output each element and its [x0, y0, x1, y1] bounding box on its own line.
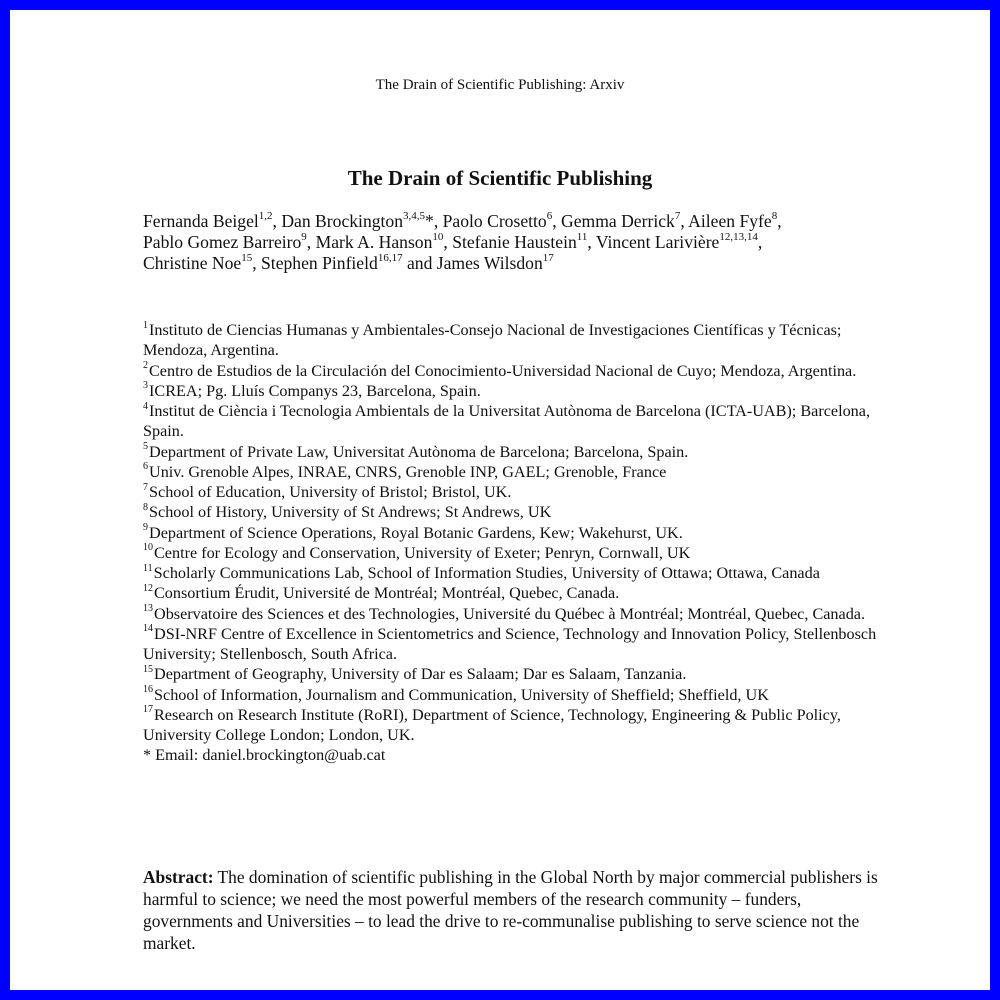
affiliation-text: School of History, University of St Andrews; St Andrews, UK	[149, 503, 552, 522]
affiliation-number: 12	[143, 582, 153, 594]
affiliation-item	[143, 685, 903, 705]
author	[281, 211, 442, 231]
author-affiliation-marker: 17	[542, 252, 554, 265]
author-affiliation-marker: 6	[546, 210, 553, 223]
author-name: Mark A. Hanson	[315, 232, 433, 252]
author-name: Christine Noe	[143, 253, 242, 273]
affiliation-text: Consortium Érudit, Université de Montréal; Montréal, Quebec, Canada.	[154, 584, 620, 603]
author-affiliation-marker: 7	[674, 210, 681, 223]
author	[143, 211, 281, 231]
affiliation-number: 13	[143, 603, 153, 615]
author-affiliation-marker: 10	[432, 231, 444, 244]
affiliation-text: ICREA; Pg. Lluís Companys 23, Barcelona, Spain.	[149, 381, 481, 400]
author-affiliation-marker: 12,13,14	[719, 231, 758, 244]
affiliation-item	[143, 624, 903, 665]
affiliation-item	[143, 462, 903, 482]
author	[143, 253, 261, 273]
paper-title: The Drain of Scientific Publishing	[347, 166, 653, 190]
affiliation-text: Centre for Ecology and Conservation, University of Exeter; Penryn, Cornwall, UK	[154, 543, 691, 562]
author-affiliation-marker: 16,17	[377, 252, 403, 265]
author	[452, 232, 596, 252]
affiliation-text: Instituto de Ciencias Humanas y Ambientales-Consejo Nacional de Investigaciones Científicas y Técnicas; Mendoza, Argentina.	[143, 321, 842, 360]
affiliation-text: Institut de Ciència i Tecnologia Ambientals de la Universitat Autònoma de Barcelona (ICTA-UAB); Barcelona, Spain.	[143, 402, 871, 441]
corresponding-email: * Email: daniel.brockington@uab.cat	[143, 746, 386, 765]
author-separator: ,	[433, 211, 443, 231]
author-separator: ,	[587, 232, 596, 252]
affiliation-number: 8	[143, 501, 148, 513]
author	[261, 253, 437, 273]
author-affiliation-marker: 1,2	[258, 210, 273, 223]
author-name: Aileen Fyfe	[688, 211, 772, 231]
affiliation-number: 10	[143, 542, 153, 554]
author-name: Dan Brockington	[281, 211, 404, 231]
affiliation-number: 17	[143, 704, 153, 716]
affiliation-text: Observatoire des Sciences et des Technologies, Université du Québec à Montréal; Montréal, Quebec, Canada.	[154, 604, 866, 623]
affiliation-number: 4	[143, 400, 148, 412]
running-header: The Drain of Scientific Publishing: Arxiv	[375, 77, 625, 93]
affiliation-number: 16	[143, 684, 153, 696]
author-separator: ,	[252, 253, 262, 273]
affiliation-text: School of Education, University of Bristol; Bristol, UK.	[149, 483, 512, 501]
abstract-text: The domination of scientific publishing in the Global North by major commercial publishers is harmful to science; we need the most powerful members of the research community – funders, governments and Universities – to lead the drive to re-communalise publishing to serve science not the market.	[143, 867, 878, 953]
affiliation-item	[143, 482, 903, 502]
author	[316, 232, 453, 252]
author-affiliation-marker: 3,4,5	[403, 210, 426, 223]
affiliation-item	[143, 583, 903, 603]
affiliation-number: 7	[143, 481, 148, 493]
author-separator: ,	[680, 211, 689, 231]
affiliation-item	[143, 543, 903, 563]
abstract	[143, 866, 883, 954]
author-name: Pablo Gomez Barreiro	[143, 232, 302, 252]
affiliation-number: 1	[143, 319, 148, 331]
affiliation-text: DSI-NRF Centre of Excellence in Scientometrics and Science, Technology and Innovation Policy, Stellenbosch University; Stellenbosch, South Africa.	[143, 624, 877, 663]
author-name: Paolo Crosetto	[442, 211, 547, 231]
affiliation-text: Scholarly Communications Lab, School of Information Studies, University of Ottawa; Ottawa, Canada	[153, 564, 820, 582]
affiliation-item	[143, 401, 903, 442]
corresponding-author-mark: *	[425, 211, 434, 231]
author-separator: and	[402, 253, 437, 273]
author-separator: ,	[777, 211, 786, 231]
author-affiliation-marker: 8	[771, 210, 778, 223]
affiliation-text: Department of Science Operations, Royal Botanic Gardens, Kew; Wakehurst, UK.	[149, 523, 683, 542]
author-separator: ,	[306, 232, 316, 252]
author	[143, 232, 316, 252]
author-name: James Wilsdon	[436, 253, 543, 273]
affiliation-number: 6	[143, 461, 148, 473]
author-affiliation-marker: 9	[301, 231, 307, 244]
author	[596, 232, 767, 252]
author-separator: ,	[272, 211, 282, 231]
author-separator: ,	[552, 211, 561, 231]
affiliation-number: 14	[143, 623, 153, 635]
affiliation-text: Research on Research Institute (RoRI), Department of Science, Technology, Engineering & Public Policy, University College London; London, UK.	[143, 705, 841, 744]
affiliation-item	[143, 381, 903, 401]
affiliation-item	[143, 361, 903, 381]
affiliation-item	[143, 442, 903, 462]
author-affiliation-marker: 15	[241, 252, 253, 265]
author-name: Gemma Derrick	[561, 211, 675, 231]
affiliation-item	[143, 563, 903, 583]
author-separator: ,	[443, 232, 453, 252]
affiliation-number: 2	[143, 360, 148, 372]
author	[561, 211, 688, 231]
document-page	[10, 10, 990, 990]
affiliation-list	[143, 320, 903, 766]
affiliation-item	[143, 523, 903, 543]
author-separator: ,	[757, 232, 767, 252]
author-name: Vincent Larivière	[595, 232, 720, 252]
affiliation-number: 9	[143, 522, 148, 534]
author-affiliation-marker: 11	[576, 231, 588, 244]
author	[688, 211, 786, 231]
affiliation-item	[143, 320, 903, 361]
affiliation-text: Department of Geography, University of Dar es Salaam; Dar es Salaam, Tanzania.	[154, 665, 687, 684]
author-list	[143, 211, 903, 274]
author-name: Stephen Pinfield	[261, 253, 378, 273]
author	[443, 211, 561, 231]
affiliation-item	[143, 604, 903, 624]
affiliation-item	[143, 502, 903, 522]
affiliation-text: Department of Private Law, Universitat Autònoma de Barcelona; Barcelona, Spain.	[149, 442, 689, 461]
affiliation-number: 15	[143, 663, 153, 675]
affiliation-item	[143, 664, 903, 684]
affiliation-number: 3	[143, 380, 148, 392]
affiliation-text: Centro de Estudios de la Circulación del Conocimiento-Universidad Nacional de Cuyo; Mendoza, Argentina.	[149, 361, 857, 380]
affiliation-text: Univ. Grenoble Alpes, INRAE, CNRS, Grenoble INP, GAEL; Grenoble, France	[149, 462, 667, 481]
affiliation-number: 11	[143, 562, 153, 574]
abstract-label: Abstract:	[143, 867, 214, 887]
affiliation-item	[143, 705, 903, 746]
author	[437, 253, 554, 273]
author-name: Stefanie Haustein	[452, 232, 577, 252]
affiliation-text: School of Information, Journalism and Communication, University of Sheffield; Sheffield, UK	[154, 685, 769, 704]
author-name: Fernanda Beigel	[143, 211, 259, 231]
affiliation-number: 5	[143, 441, 148, 453]
